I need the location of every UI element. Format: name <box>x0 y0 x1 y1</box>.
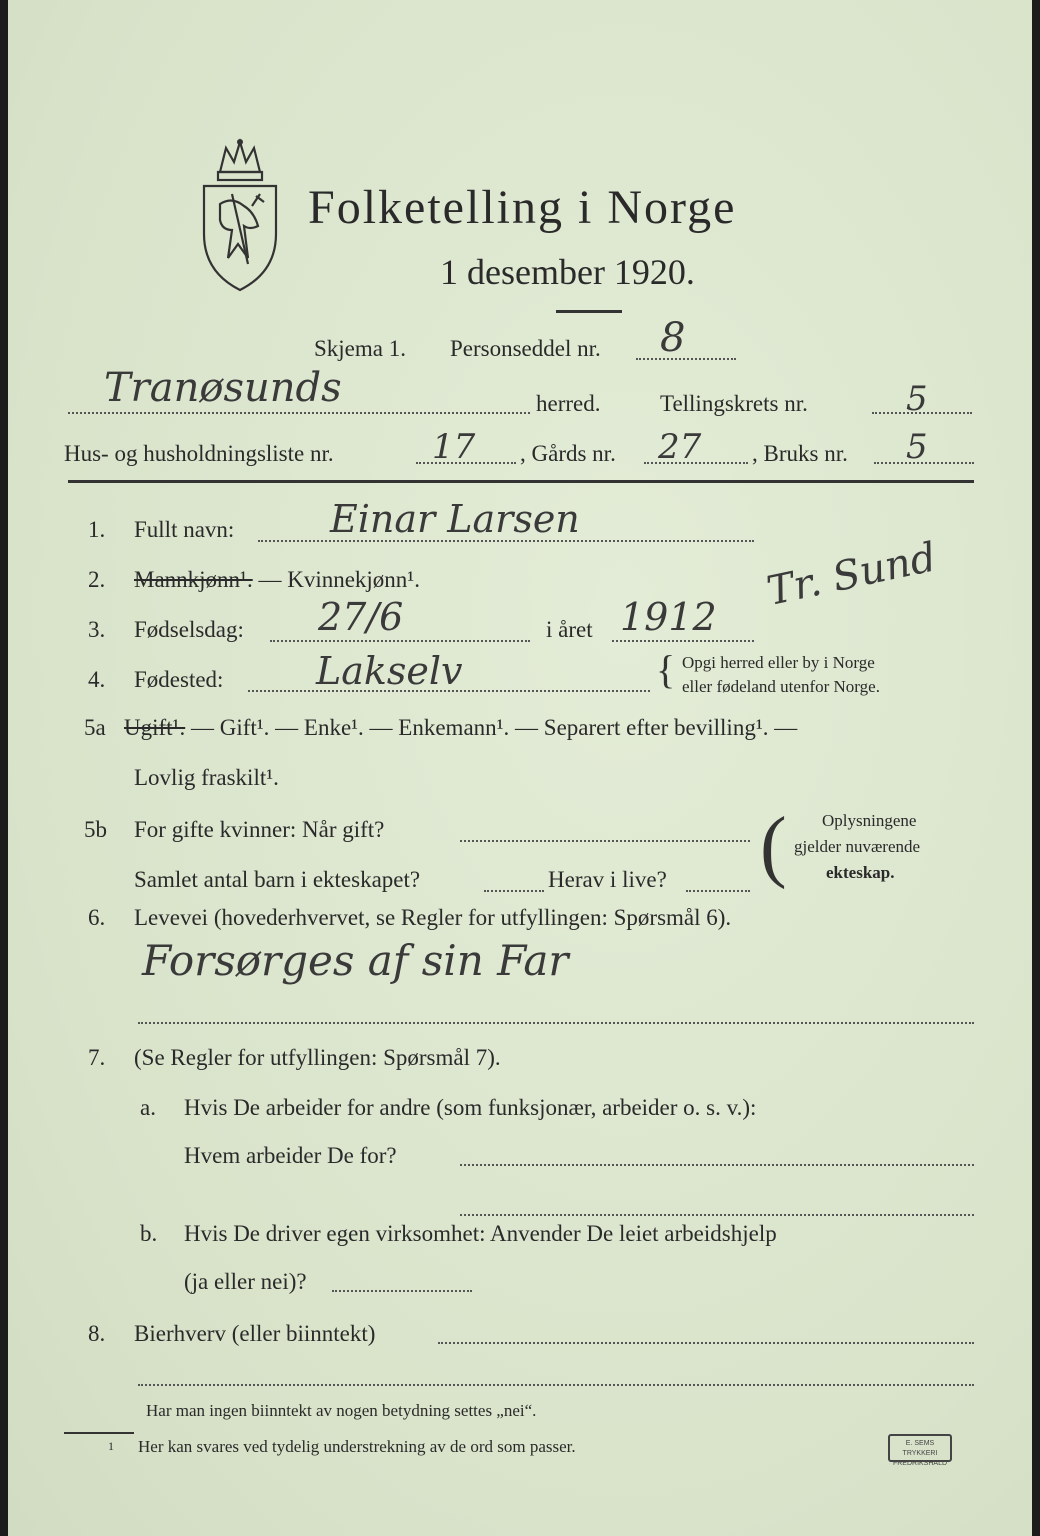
q5a-other-options: — Gift¹. — Enke¹. — Enkemann¹. — Separert efter bevilling¹. — <box>185 715 798 740</box>
footer-note: Har man ingen biinntekt av nogen betydning settes „nei“. <box>146 1401 537 1420</box>
q7-label: (Se Regler for utfyllingen: Spørsmål 7). <box>134 1045 501 1070</box>
q2-separator: — <box>252 567 288 592</box>
q4-label: Fødested: <box>134 667 224 692</box>
q4-note-line1: Opgi herred eller by i Norge <box>682 653 875 672</box>
q1-answer: Einar Larsen <box>330 497 580 541</box>
q1-number: 1. <box>88 517 106 542</box>
bruks-value: 5 <box>906 427 928 467</box>
hus-label: Hus- og husholdningsliste nr. <box>64 441 334 466</box>
q5a-ugift-option: Ugift¹. <box>124 715 186 740</box>
q4-note-brace: { <box>656 647 676 692</box>
form-title: Folketelling i Norge <box>308 181 737 234</box>
q7-number: 7. <box>88 1045 106 1070</box>
printer-stamp: E. SEMS TRYKKERI FREDRIKSHALD <box>888 1434 952 1462</box>
q7b-field-line <box>332 1290 472 1292</box>
q3-year-label: i året <box>546 617 593 642</box>
q3-day-field-line <box>270 640 530 642</box>
q5b-when-field-line <box>460 840 750 842</box>
schema-label: Skjema 1. <box>314 336 406 361</box>
q7a-text: Hvis De arbeider for andre (som funksjonær, arbeider o. s. v.): <box>184 1095 757 1120</box>
q5b-label-when-married: For gifte kvinner: Når gift? <box>134 817 385 842</box>
q8-number: 8. <box>88 1321 106 1346</box>
form-date: 1 desember 1920. <box>440 252 695 292</box>
title-divider <box>556 310 622 313</box>
herred-label: herred. <box>536 391 601 416</box>
q6-answer: Forsørges af sin Far <box>142 936 569 985</box>
q3-year-field-line <box>612 640 754 642</box>
q4-answer: Lakselv <box>316 649 463 693</box>
q2-number: 2. <box>88 567 106 592</box>
norwegian-coat-of-arms-icon <box>192 134 288 294</box>
q5b-label-alive: Herav i live? <box>548 867 667 892</box>
q7a-field-line-2 <box>460 1214 974 1216</box>
q7b-text: Hvis De driver egen virksomhet: Anvender De leiet arbeidshjelp <box>184 1221 777 1246</box>
q5b-note-line2: gjelder nuværende <box>794 837 921 856</box>
q5a-options <box>124 716 797 739</box>
tellingskrets-label: Tellingskrets nr. <box>660 391 808 416</box>
q5b-note-line1: Oplysningene <box>822 811 917 830</box>
footnote-divider <box>64 1432 134 1434</box>
footnote-number: 1 <box>108 1439 114 1453</box>
q7b-letter: b. <box>140 1221 158 1246</box>
q5b-number: 5b <box>84 817 107 842</box>
q8-label: Bierhverv (eller biinntekt) <box>134 1321 376 1346</box>
q2-options <box>134 568 420 591</box>
q8-field-line-2 <box>138 1384 974 1386</box>
q6-label: Levevei (hovederhvervet, se Regler for utfyllingen: Spørsmål 6). <box>134 905 732 930</box>
q5b-children-field-line <box>484 890 544 892</box>
tellingskrets-value: 5 <box>906 379 928 419</box>
q6-number: 6. <box>88 905 106 930</box>
personseddel-label: Personseddel nr. <box>450 336 601 361</box>
q3-answer-day: 27/6 <box>318 595 404 639</box>
q3-label: Fødselsdag: <box>134 617 244 642</box>
q7b-text2: (ja eller nei)? <box>184 1269 307 1294</box>
q5b-alive-field-line <box>686 890 750 892</box>
q2-male-option: Mannkjønn¹. <box>134 567 253 592</box>
q7a-field-line <box>460 1164 974 1166</box>
herred-value: Tranøsunds <box>104 365 342 411</box>
q8-field-line <box>438 1342 974 1344</box>
q6-field-line <box>138 1022 974 1024</box>
q5b-label-children: Samlet antal barn i ekteskapet? <box>134 867 421 892</box>
q2-female-option: Kvinnekjønn¹. <box>287 567 420 592</box>
gards-value: 27 <box>658 427 702 467</box>
q5b-note-line3: ekteskap. <box>826 863 895 882</box>
personseddel-value: 8 <box>660 315 686 361</box>
q7a-letter: a. <box>140 1095 156 1120</box>
census-form-sheet <box>8 0 1032 1536</box>
q5a-number: 5a <box>84 715 106 740</box>
q4-note-line2: eller fødeland utenfor Norge. <box>682 677 880 696</box>
q5b-note-brace: ( <box>760 802 787 890</box>
q5a-line2: Lovlig fraskilt¹. <box>134 765 279 790</box>
header-divider <box>68 480 974 483</box>
q3-answer-year: 1912 <box>620 595 717 639</box>
bruks-label: , Bruks nr. <box>752 441 848 466</box>
footnote-text: Her kan svares ved tydelig understrekning av de ord som passer. <box>138 1437 576 1456</box>
q3-number: 3. <box>88 617 106 642</box>
q4-number: 4. <box>88 667 106 692</box>
q7a-text2: Hvem arbeider De for? <box>184 1143 397 1168</box>
personseddel-field-line <box>636 358 736 360</box>
q1-label: Fullt navn: <box>134 517 235 542</box>
hus-value: 17 <box>432 427 476 467</box>
margin-note: Tr. Sund <box>763 534 941 615</box>
herred-field-line <box>68 412 530 414</box>
gards-label: , Gårds nr. <box>520 441 616 466</box>
